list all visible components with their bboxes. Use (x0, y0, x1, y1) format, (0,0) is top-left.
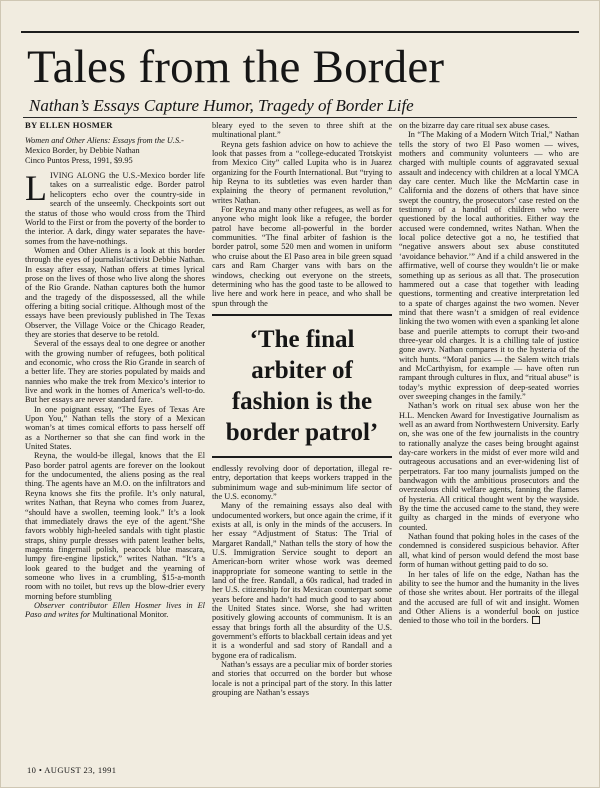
article-subtitle: Nathan’s Essays Capture Humor, Tragedy of Border Life (29, 96, 414, 115)
contributor-note (25, 601, 205, 620)
page-folio: 10 • AUGUST 23, 1991 (27, 765, 117, 775)
book-info (25, 136, 205, 165)
paragraph: For Reyna and many other refugees, as well as for anyone who might look like a refugee, the border patrol have become all-powerful in the border communities. “The final arbiter of fashion is the border patrol, some 520 men and women in uniform who cruise about the El Paso area in bile green squad cars and Ram Charger vans with bars on the windows, checking out everyone on the streets, determining who has the good taste to be allowed to live here and work here in peace, and who shall be spun through the (212, 205, 392, 308)
paragraph: Nathan found that poking holes in the cases of the condemned is considered suspicious behavior. After all, what kind of person would defend the most base form of human without getting paid to do so. (399, 532, 579, 570)
article-title: Tales from the Border (27, 41, 445, 93)
contributor-note-text: Observer contributor Ellen Hosmer lives in El Paso and writes for (25, 600, 205, 620)
end-mark-icon (532, 616, 540, 624)
paragraph: Women and Other Aliens is a look at this border through the eyes of journalist/activist Debbie Nathan. In essay after essay, Nathan offers at times lyrical prose on the lives of those who live along the shores of the Rio Grande. Nathan captures both the humor and the tragedy of the dispossessed, all the while offering a biting social critique. Although most of the essays have been previously published in The Texas Observer, the Village Voice or the Chicago Reader, they are stories that deserve to be retold. (25, 245, 205, 339)
column-3 (399, 121, 579, 626)
column-1 (25, 121, 205, 620)
paragraph: on the bizarre day care ritual sex abuse cases. (399, 121, 550, 130)
pull-quote: ‘The final arbiter of fashion is the border patrol’ (212, 314, 392, 458)
paragraph: In one poignant essay, “The Eyes of Texas Are Upon You,” Nathan tells the story of a Mexican woman’s at times comical efforts to pass herself off as a Northerner so that she can find work in the United States. (25, 404, 205, 452)
header-rule (23, 117, 577, 118)
opening-paragraph-text: IVING ALONG the U.S.-Mexico border life takes on a surrealistic edge. Border patrol helicopters echo over the country-side in search of the unseemly. Checkpoints sort out the status of those who would cross from the Third World to the First or from the poverty of the border to the interior. A dark, dingy water separates the have-somes from the have-nothings. (25, 171, 205, 246)
book-title-line1: Women and Other Aliens: Essays from the U.S.- (25, 136, 184, 146)
paragraph: Nathan’s work on ritual sex abuse won her the H.L. Mencken Award for Investigative Journalism as well as an award from Northwestern University. Early on, she was one of the few journalists in the country to rationally analyze the cases being brought against day-care workers in the midst of ever more wild and outrageous accusations and an ever-widening list of perpetrators. Far too many journalists jumped on the bandwagon with the ambitious prosecutors and the overzealous child welfare agents, fanning the flames of hysteria. All critical thought went by the wayside. By the time the accused came to the stand, they were guilty as charged in the minds of everyone who counted. (399, 401, 579, 532)
closing-paragraph-text: In her tales of life on the edge, Nathan has the ability to see the humor and the humanity in the lives of those she writes about. Her portraits of the illegal and the accused are full of wit and insight. Women and Other Aliens is a wonderful book on justice denied to those who toil in the borders. (399, 569, 579, 626)
column-2 (212, 121, 392, 697)
closing-paragraph (399, 570, 579, 626)
drop-cap: L (25, 168, 47, 209)
paragraph: Reyna, the would-be illegal, knows that the El Paso border patrol agents are forever on the lookout for the undocumented, the aliens posing as the real thing. The agents have an M.O. on the infiltrators and Reyna knows she fits the profile. It’s only natural, writes Nathan, that Reyna who comes from Juarez, “should have a swollen, teeming look.” It’s a look that immediately draws the eye of the agent.“She favors wobbly high-heeled sandals with tight plastic straps, shiny purple dresses with patent leather belts, magenta fingernail polish, peacock blue mascara, lumpy fire-engine lipstick,” writes Nathan. “It’s a look geared to the budget and the yearning of someone who lives in a crumbling, $15-a-month room with no toilet, but revs up the blow-drier every morning before stumbling (25, 451, 205, 601)
paragraph: endlessly revolving door of deportation, illegal re-entry, deportation that keeps workers trapped in the subminimum wage and sub-minimum life sector of the U.S. economy.” (212, 463, 392, 501)
contributor-outlet: Multinational Monitor. (92, 610, 169, 620)
book-publisher-line: Cinco Puntos Press, 1991, $9.95 (25, 155, 133, 165)
paragraph: Several of the essays deal to one degree or another with the growing number of refugees, both political and economic, who cross the Rio Grande in search of a better life. They are stories populated by maids and nannies who make the trek from Mexico’s interior to live and work in the homes of America’s well-to-do. But her essays are never standard fare. (25, 339, 205, 405)
paragraph: bleary eyed to the seven to three shift at the multinational plant.” (212, 121, 392, 140)
paragraph: Reyna gets fashion advice on how to achieve the look that passes from a “college-educated Trotskyist from Mexico City” called Lupita who is in Juarez organizing for the Fourth International. But “trying to hip Reyna to its subtleties was even harder than explaining the theory of permanent revolution,” writes Nathan. (212, 139, 392, 205)
paragraph: Nathan’s essays are a peculiar mix of border stories and stories that occurred on the border but whose locale is not a principal part of the story. In this latter grouping are Nathan’s essays (212, 660, 392, 698)
article-body (25, 121, 579, 761)
paragraph: In “The Making of a Modern Witch Trial,” Nathan tells the story of two El Paso women — wives, mothers and community volunteers — who are charged with multiple counts of aggravated sexual assault and indecency with children at a local YMCA day care center. Much like the McMartin case in California and the dozens of others that have since swept the country, the prosecutors’ case rested on the testimony of a handful of children who were questioned by the local authorities. Either way the accused were condemned, writes Nathan. When the local police detective got a no, he testified that “negative answers about sex abuse constituted ‘avoidance behavior.’” And if a child answered in the affirmative, well of course they wouldn’t lie or make something up as serious as all that. The prosecution hammered out a case that together with leading questions, tormenting and creative interpretation led to a spate of charges against the two women. Never mind that there wasn’t a smidgen of real evidence linking the two women with even a spanking let alone base and puerile attempts to corrupt their two-and three-year old charges. It is a chilling tale of justice gone awry. Nathan compares it to the hysteria of the witch hunts. “Moral panics — the Salem witch trials and McCarthyism, for example — have often run rampant through cultures in flux, and “ritual abuse” is today’s mythic expression of deep-seated worries over sweeping changes in the family.” (399, 130, 579, 401)
opening-paragraph (25, 168, 205, 246)
paragraph: Many of the remaining essays also deal with undocumented workers, but once again the crime, if it exists at all, is only in the minds of the accusers. In her essay “Adjustment of Status: The Trial of Margaret Randall,” Nathan tells the story of how the U.S. Immigration Service sought to deport an American-born writer whose work was deemed inappropriate for someone wanting to settle in the land of the free. Randall, a 60s radical, had traded in her U.S. citizenship for its Mexican counterpart some years before and hadn’t had much good to say about the United States since. Worse, she had written positively glowing accounts of communism. It is an essay that brings forth all the absurdity of the U.S. government’s efforts to blackball certain ideas and yet it is a wonderful and sad story of Randall and a bygone era of radicalism. (212, 501, 392, 660)
book-title-line2: Mexico Border, by Debbie Nathan (25, 145, 140, 155)
byline: BY ELLEN HOSMER (25, 120, 113, 130)
top-rule (21, 31, 579, 33)
